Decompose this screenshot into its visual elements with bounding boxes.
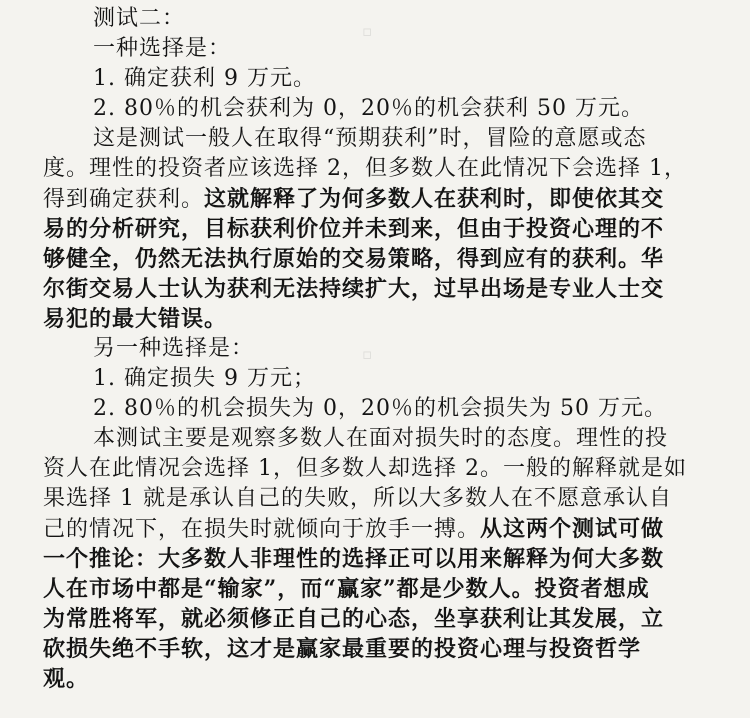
para1-line4: 易的分析研究，目标获利价位并未到来，但由于投资心理的不: [43, 216, 665, 242]
para2-line4-bold: 从这两个测试可做: [480, 516, 665, 542]
para2-line5: 一个推论：大多数人非理性的选择正可以用来解释为何大多数: [43, 546, 665, 572]
para1-line1: 这是测试一般人在取得“预期获利”时，冒险的意愿或态: [93, 126, 647, 151]
option-1b: 2. 80％的机会获利为 0，20％的机会获利 50 万元。: [93, 96, 644, 121]
option-2b: 2. 80％的机会损失为 0，20％的机会损失为 50 万元。: [93, 396, 667, 421]
para1-line7: 易犯的最大错误。: [43, 306, 228, 332]
para2-line4-normal: 己的情况下，在损失时就倾向于放手一搏。: [43, 517, 481, 542]
para2-line7: 为常胜将军，就必须修正自己的心态，坐享获利让其发展，立: [43, 606, 665, 632]
para1-line3-normal: 得到确定获利。: [43, 187, 205, 212]
para2-line1: 本测试主要是观察多数人在面对损失时的态度。理性的投: [93, 426, 669, 451]
para2-line2: 资人在此情况会选择 1，但多数人却选择 2。一般的解释就是如: [43, 456, 687, 481]
para2-line6: 人在市场中都是“输家”，而“赢家”都是少数人。投资者想成: [43, 576, 650, 602]
para2-line9: 观。: [43, 666, 90, 692]
para2-line4: [43, 514, 664, 545]
para1-line3: [43, 184, 664, 215]
option-2a: 1. 确定损失 9 万元；: [93, 366, 316, 391]
para1-line5: 够健全，仍然无法执行原始的交易策略，得到应有的获利。华: [43, 246, 665, 272]
choice-intro-1: 一种选择是：: [93, 36, 232, 61]
para2-line3: 果选择 1 就是承认自己的失败，所以大多数人在不愿意承认自: [43, 486, 672, 511]
option-1a: 1. 确定获利 9 万元。: [93, 66, 316, 91]
choice-intro-2: 另一种选择是：: [93, 336, 255, 361]
para1-line2: 度。理性的投资者应该选择 2，但多数人在此情况下会选择 1，: [43, 156, 687, 181]
test-heading: 测试二：: [93, 6, 186, 31]
bleed-through-mark: ▫: [362, 22, 373, 40]
para1-line3-bold: 这就解释了为何多数人在获利时，即使依其交: [204, 186, 665, 212]
bleed-through-mark: ▫: [362, 345, 373, 363]
para2-line8: 砍损失绝不手软，这才是赢家最重要的投资心理与投资哲学: [43, 636, 642, 662]
para1-line6: 尔街交易人士认为获利无法持续扩大，过早出场是专业人士交: [43, 276, 665, 302]
